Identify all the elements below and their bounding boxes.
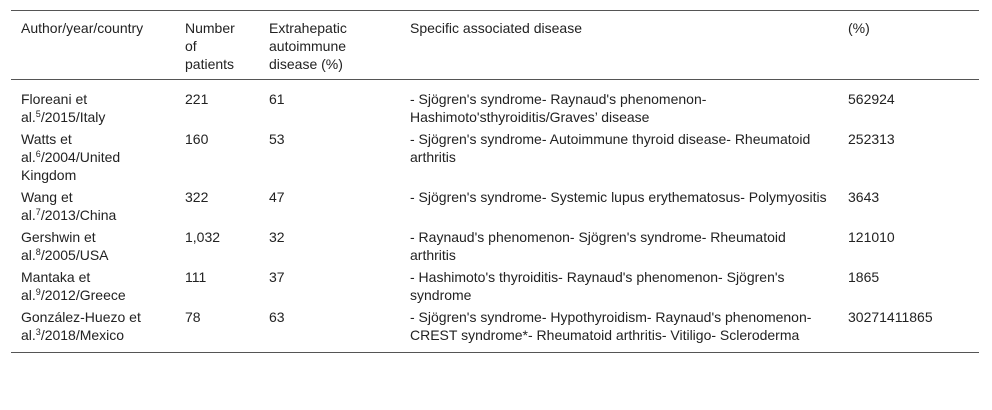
cell-disease: - Raynaud's phenomenon- Sjögren's syndrome- Rheumatoid arthritis	[410, 229, 786, 263]
cell-disease: - Sjögren's syndrome- Hypothyroidism- Raynaud's phenomenon- CREST syndrome*- Rheumatoid arthritis- Vitiligo- Scleroderma	[410, 309, 812, 343]
cell-extrahepatic: 63	[269, 309, 285, 325]
header-author: Author/year/country	[21, 20, 144, 36]
header-percent: (%)	[848, 20, 870, 36]
cell-extrahepatic: 53	[269, 131, 285, 147]
reference-number: 6	[35, 149, 41, 159]
cell-author: Floreani et al.$^5$/2015/Italy	[21, 91, 106, 125]
cell-extrahepatic: 61	[269, 91, 285, 107]
cell-extrahepatic: 47	[269, 189, 285, 205]
cell-extrahepatic: 32	[269, 229, 285, 245]
header-disease: Specific associated disease	[410, 20, 582, 36]
reference-number: 3	[35, 327, 41, 337]
cell-author: Watts et al.$^6$/2004/United Kingdom	[21, 131, 121, 183]
header-extrahepatic: Extrahepatic autoimmune disease (%)	[269, 20, 347, 72]
table-row	[11, 130, 979, 188]
table-container	[11, 10, 979, 353]
table-row	[11, 228, 979, 268]
cell-patients: 1,032	[185, 229, 221, 245]
cell-disease: - Hashimoto's thyroiditis- Raynaud's phenomenon- Sjögren's syndrome	[410, 269, 785, 303]
reference-number: 5	[35, 109, 41, 119]
cell-extrahepatic: 37	[269, 269, 285, 285]
cell-percent: 252313	[848, 131, 895, 147]
cell-disease: - Sjögren's syndrome- Raynaud's phenomenon- Hashimoto'sthyroiditis/Graves’ disease	[410, 91, 707, 125]
cell-author: Gershwin et al.$^8$/2005/USA	[21, 229, 109, 263]
cell-percent: 3643	[848, 189, 880, 205]
cell-patients: 322	[185, 189, 209, 205]
cell-author: Mantaka et al.$^9$/2012/Greece	[21, 269, 126, 303]
header-patients: Number of patients	[185, 20, 235, 72]
cell-percent: 562924	[848, 91, 895, 107]
cell-disease: - Sjögren's syndrome- Autoimmune thyroid disease- Rheumatoid arthritis	[410, 131, 811, 165]
cell-patients: 160	[185, 131, 209, 147]
cell-author: Wang et al.$^7$/2013/China	[21, 189, 117, 223]
cell-disease: - Sjögren's syndrome- Systemic lupus erythematosus- Polymyositis	[410, 189, 827, 205]
cell-percent: 121010	[848, 229, 895, 245]
header-row	[11, 11, 979, 80]
cell-percent: 30271411865	[848, 309, 933, 325]
cell-patients: 111	[185, 269, 207, 285]
table-row	[11, 80, 979, 131]
cell-percent: 1865	[848, 269, 880, 285]
autoimmune-disease-table	[11, 10, 979, 353]
reference-number: 7	[35, 207, 41, 217]
cell-patients: 221	[185, 91, 209, 107]
table-row	[11, 308, 979, 353]
reference-number: 9	[35, 287, 41, 297]
table-row	[11, 268, 979, 308]
cell-author: González-Huezo et al.$^3$/2018/Mexico	[21, 309, 141, 343]
table-row	[11, 188, 979, 228]
reference-number: 8	[35, 247, 41, 257]
cell-patients: 78	[185, 309, 201, 325]
